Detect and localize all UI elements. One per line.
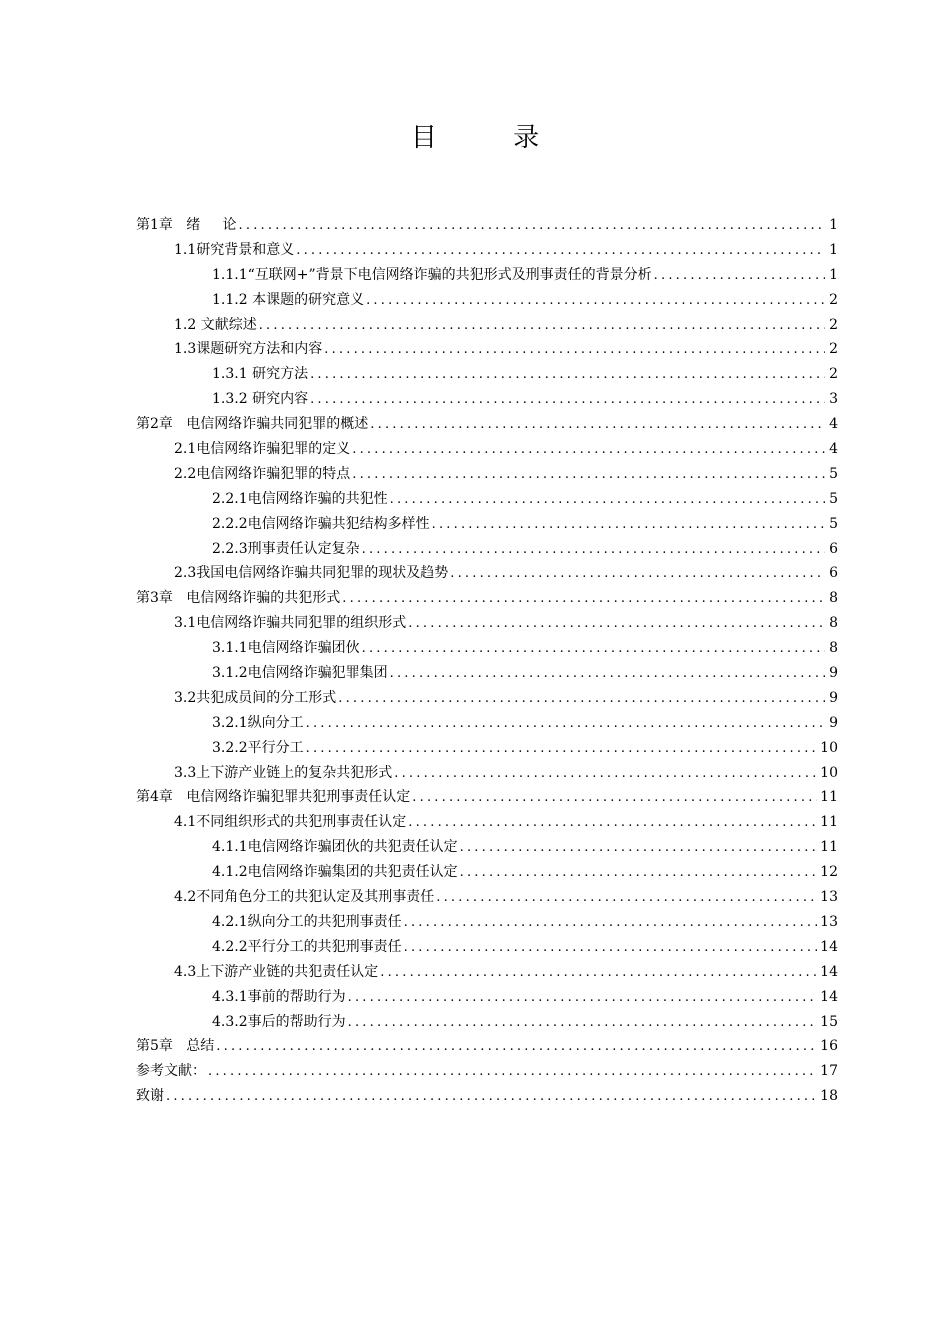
toc-entry-number: 第2章 (136, 416, 173, 433)
toc-entry-number: 2.1 (174, 441, 197, 458)
toc-page-number: 4 (829, 416, 838, 433)
toc-entry[interactable] (136, 337, 838, 362)
toc-entry[interactable] (136, 263, 838, 288)
toc-page-number: 18 (820, 1088, 838, 1105)
toc-page-number: 15 (820, 1013, 838, 1030)
toc-entry[interactable] (136, 362, 838, 387)
toc-page-number: 8 (829, 640, 838, 657)
toc-entry-title: 共犯成员间的分工形式 (196, 689, 337, 706)
toc-dot-leader (306, 737, 818, 762)
toc-entry-number: 4.1.1 (212, 839, 248, 856)
toc-page-number: 9 (829, 714, 838, 731)
toc-dot-leader (348, 986, 818, 1011)
toc-page-number: 13 (820, 913, 838, 930)
toc-entry-title: 事后的帮助行为 (247, 1013, 346, 1030)
toc-entry-title: 电信网络诈骗的共犯性 (247, 490, 388, 507)
toc-page-number: 5 (829, 490, 838, 507)
toc-page-number: 17 (820, 1063, 838, 1080)
toc-entry[interactable] (136, 885, 838, 910)
toc-dot-leader (436, 886, 817, 911)
toc-entry[interactable] (136, 711, 838, 736)
toc-entry-number: 1.3.1 (212, 366, 248, 383)
toc-entry-title: 不同角色分工的共犯认定及其刑事责任 (196, 889, 435, 906)
toc-page-number: 9 (829, 665, 838, 682)
toc-entry-title: 总结 (172, 1038, 215, 1055)
toc-entry-title: 研究背景和意义 (196, 241, 295, 258)
toc-page-number: 8 (829, 590, 838, 607)
toc-dot-leader (310, 363, 825, 388)
toc-dot-leader (310, 388, 825, 413)
toc-dot-leader (348, 1011, 818, 1036)
toc-dot-leader (352, 463, 825, 488)
toc-entry-title: 不同组织形式的共犯刑事责任认定 (196, 814, 407, 831)
toc-entry-number: 4.2 (174, 889, 197, 906)
toc-entry[interactable] (136, 910, 838, 935)
toc-page-number: 3 (829, 391, 838, 408)
toc-dot-leader (408, 811, 817, 836)
toc-entry-title: 文献综述 (196, 316, 257, 333)
toc-dot-leader (324, 338, 825, 363)
toc-entry-number: 3.3 (174, 764, 197, 781)
toc-entry-title: 平行分工的共犯刑事责任 (247, 938, 402, 955)
toc-entry[interactable] (136, 238, 838, 263)
toc-entry-title: 致谢 (136, 1088, 164, 1105)
toc-entry-number: 4.2.2 (212, 938, 248, 955)
toc-entry-number: 3.2.2 (212, 739, 248, 756)
toc-entry-title: 上下游产业链上的复杂共犯形式 (196, 764, 393, 781)
toc-entry[interactable] (136, 437, 838, 462)
toc-page-number: 2 (829, 316, 838, 333)
toc-entry-number: 第4章 (136, 789, 173, 806)
toc-dot-leader (352, 438, 825, 463)
toc-dot-leader (412, 786, 817, 811)
toc-dot-leader (450, 562, 825, 587)
toc-entry-title: 事前的帮助行为 (247, 988, 346, 1005)
toc-dot-leader (432, 513, 825, 538)
toc-dot-leader (404, 911, 818, 936)
toc-entry-number: 1.3.2 (212, 391, 248, 408)
toc-entry-number: 3.1 (174, 615, 197, 632)
toc-dot-leader (208, 1060, 817, 1085)
toc-entry-title: “互联网+”背景下电信网络诈骗的共犯形式及刑事责任的背景分析 (247, 266, 652, 283)
toc-entry[interactable] (136, 586, 838, 611)
toc-entry[interactable] (136, 1059, 838, 1084)
toc-entry-number: 第3章 (136, 590, 173, 607)
toc-entry[interactable] (136, 537, 838, 562)
toc-entry[interactable] (136, 487, 838, 512)
toc-entry[interactable] (136, 1034, 838, 1059)
toc-page-number: 16 (820, 1038, 838, 1055)
toc-entry-title: 电信网络诈骗的共犯形式 (172, 590, 341, 607)
toc-dot-leader (239, 214, 825, 239)
toc-page-number: 11 (820, 839, 838, 856)
toc-page-number: 2 (829, 291, 838, 308)
toc-entry-title: 平行分工 (247, 739, 304, 756)
toc-dot-leader (404, 936, 818, 961)
toc-entry-number: 3.2.1 (212, 714, 248, 731)
toc-dot-leader (408, 612, 825, 637)
toc-entry[interactable] (136, 736, 838, 761)
toc-page-number: 14 (820, 963, 838, 980)
toc-entry-title: 研究内容 (247, 391, 309, 408)
toc-entry-number: 4.2.1 (212, 913, 248, 930)
toc-entry[interactable] (136, 387, 838, 412)
toc-dot-leader (216, 1035, 817, 1060)
toc-dot-leader (370, 413, 825, 438)
toc-page-number: 14 (820, 988, 838, 1005)
toc-dot-leader (259, 314, 825, 339)
toc-entry-number: 2.2.2 (212, 515, 248, 532)
toc-entry[interactable] (136, 860, 838, 885)
toc-entry[interactable] (136, 313, 838, 338)
toc-entry-title: 纵向分工 (247, 714, 304, 731)
toc-entry-number: 3.1.2 (212, 665, 248, 682)
toc-page-number: 10 (820, 764, 838, 781)
toc-dot-leader (460, 861, 818, 886)
toc-entry-number: 3.2 (174, 689, 197, 706)
toc-entry[interactable] (136, 611, 838, 636)
toc-dot-leader (338, 687, 825, 712)
toc-dot-leader (362, 538, 825, 563)
toc-entry-title: 参考文献： (136, 1063, 206, 1080)
toc-entry-title: 电信网络诈骗团伙的共犯责任认定 (247, 839, 458, 856)
toc-dot-leader (366, 289, 825, 314)
toc-entry[interactable] (136, 561, 838, 586)
toc-dot-leader (296, 239, 825, 264)
toc-page-number: 2 (829, 341, 838, 358)
toc-dot-leader (460, 836, 818, 861)
toc-page-number: 5 (829, 515, 838, 532)
toc-entry-number: 1.2 (174, 316, 197, 333)
toc-dot-leader (390, 488, 825, 513)
toc-entry[interactable] (136, 985, 838, 1010)
toc-entry-title: 电信网络诈骗犯罪共犯刑事责任认定 (172, 789, 411, 806)
toc-entry[interactable] (136, 686, 838, 711)
toc-page-number: 4 (829, 441, 838, 458)
toc-entry-number: 4.1.2 (212, 864, 248, 881)
toc-dot-leader (306, 712, 825, 737)
toc-entry-number: 2.2.1 (212, 490, 248, 507)
toc-entry-title: 电信网络诈骗犯罪的特点 (196, 465, 351, 482)
toc-entry-number: 第5章 (136, 1038, 173, 1055)
toc-entry[interactable] (136, 462, 838, 487)
toc-entry-title: 电信网络诈骗团伙 (247, 640, 360, 657)
toc-page-number: 9 (829, 689, 838, 706)
toc-dot-leader (362, 637, 825, 662)
toc-entry[interactable] (136, 835, 838, 860)
toc-entry[interactable] (136, 636, 838, 661)
toc-dot-leader (654, 264, 825, 289)
toc-page-number: 6 (829, 565, 838, 582)
toc-entry-number: 4.3.1 (212, 988, 248, 1005)
toc-entry-number: 3.1.1 (212, 640, 248, 657)
toc-entry-number: 第1章 (136, 217, 173, 233)
toc-entry-title: 电信网络诈骗共同犯罪的组织形式 (196, 615, 407, 632)
toc-entry[interactable] (136, 412, 838, 437)
toc-entry[interactable] (136, 1010, 838, 1035)
toc-dot-leader (342, 587, 825, 612)
toc-entry[interactable] (136, 935, 838, 960)
toc-entry-title: 绪 论 (172, 217, 237, 233)
toc-entry-title: 研究方法 (247, 366, 309, 383)
toc-page-number: 1 (829, 241, 838, 258)
toc-entry-number: 4.3.2 (212, 1013, 248, 1030)
toc-entry-title: 电信网络诈骗犯罪的定义 (196, 441, 351, 458)
toc-entry-title: 电信网络诈骗共同犯罪的概述 (172, 416, 369, 433)
toc-page-number: 12 (820, 864, 838, 881)
toc-entry-number: 4.1 (174, 814, 197, 831)
toc-entry-title: 刑事责任认定复杂 (247, 540, 360, 557)
toc-entry[interactable] (136, 960, 838, 985)
toc-dot-leader (166, 1085, 817, 1110)
toc-page-number: 1 (829, 266, 838, 283)
toc-entry-number: 2.2 (174, 465, 197, 482)
toc-entry-title: 电信网络诈骗犯罪集团 (247, 665, 388, 682)
toc-entry-number: 2.3 (174, 565, 197, 582)
toc-entry-number: 2.2.3 (212, 540, 248, 557)
toc-entry[interactable] (136, 512, 838, 537)
toc-page-number: 1 (829, 217, 838, 233)
toc-entry-number: 4.3 (174, 963, 197, 980)
toc-entry[interactable] (136, 288, 838, 313)
toc-page-number: 2 (829, 366, 838, 383)
toc-page-number: 13 (820, 889, 838, 906)
toc-entry[interactable] (136, 213, 838, 238)
toc-entry-title: 本课题的研究意义 (247, 291, 365, 308)
page-title: 目 录 (410, 123, 574, 153)
toc-page-number: 11 (820, 789, 838, 806)
toc-page-number: 14 (820, 938, 838, 955)
toc-entry-title: 电信网络诈骗共犯结构多样性 (247, 515, 430, 532)
toc-page-number: 5 (829, 465, 838, 482)
toc-entry-title: 电信网络诈骗集团的共犯责任认定 (247, 864, 458, 881)
toc-dot-leader (394, 762, 817, 787)
toc-entry-number: 1.1.2 (212, 291, 248, 308)
toc-entry-number: 1.3 (174, 341, 197, 358)
toc-entry-title: 纵向分工的共犯刑事责任 (247, 913, 402, 930)
toc-dot-leader (380, 961, 817, 986)
toc-entry[interactable] (136, 661, 838, 686)
toc-dot-leader (390, 662, 825, 687)
toc-entry[interactable] (136, 1084, 838, 1109)
toc-entry-title: 上下游产业链的共犯责任认定 (196, 963, 379, 980)
toc-entry-title: 课题研究方法和内容 (196, 341, 323, 358)
toc-entry-number: 1.1.1 (212, 266, 248, 283)
table-of-contents (136, 213, 838, 1109)
toc-entry[interactable] (136, 785, 838, 810)
toc-entry[interactable] (136, 761, 838, 786)
toc-entry-number: 1.1 (174, 241, 197, 258)
toc-entry[interactable] (136, 810, 838, 835)
toc-page-number: 11 (820, 814, 838, 831)
toc-entry-title: 我国电信网络诈骗共同犯罪的现状及趋势 (196, 565, 449, 582)
toc-page-number: 8 (829, 615, 838, 632)
toc-page-number: 6 (829, 540, 838, 557)
toc-page-number: 10 (820, 739, 838, 756)
